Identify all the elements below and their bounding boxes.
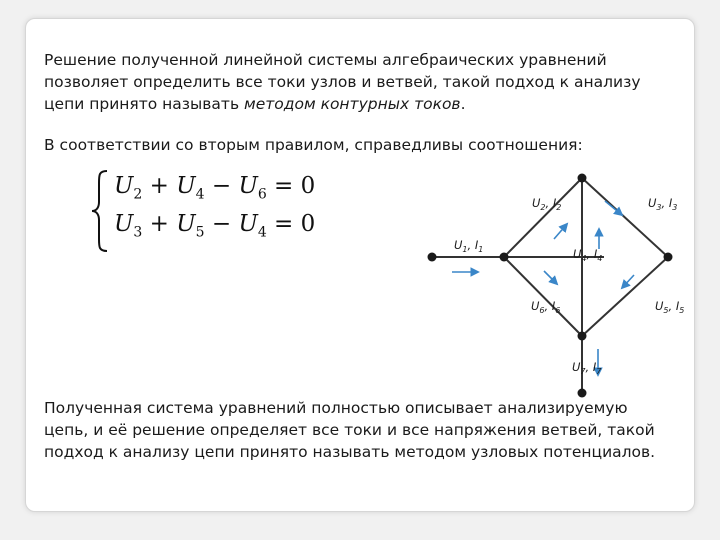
node-top (578, 174, 587, 183)
paragraph-conclusion: Полученная система уравнений полностью описывает анализируемую цепь, и её решение определяет все токи и все напряжения ветвей, такой подход к анализу цепи принято называть методом узловых потенциалов. (44, 399, 656, 461)
arrow-i5 (622, 275, 634, 288)
paragraph-rule: В соответствии со вторым правилом, справедливы соотношения: (44, 136, 583, 154)
intro-text: Решение полученной линейной системы алгебраических уравнений позволяет определить все токи узлов и ветвей, такой подход к анализу цепи принято называть (44, 51, 641, 113)
method-name: методом контурных токов (244, 95, 461, 113)
intro-period: . (460, 95, 466, 113)
node-right (664, 253, 673, 262)
wire-branch-5 (582, 257, 668, 336)
label-branch-5: $U_5$, $I_5$ (655, 299, 685, 315)
label-branch-7: $U_7$, $I_7$ (572, 360, 602, 376)
equation-1: $U_2 + U_4 - U_6 = 0$ (114, 173, 316, 203)
wire-branch-3 (582, 178, 668, 257)
node-left (500, 253, 509, 262)
wire-branch-2 (504, 178, 582, 257)
equation-system (90, 167, 330, 259)
circuit-diagram (404, 171, 704, 403)
node-bottom (578, 332, 587, 341)
label-branch-3: $U_3$, $I_3$ (648, 196, 678, 212)
label-branch-6: $U_6$, $I_6$ (531, 299, 561, 315)
slide (25, 18, 695, 512)
arrow-i6 (544, 271, 557, 284)
brace-icon (90, 169, 110, 253)
arrow-i3 (605, 201, 622, 215)
arrow-i2 (554, 224, 567, 239)
wire-branch-6 (504, 257, 582, 336)
label-branch-2: $U_2$, $I_2$ (532, 196, 562, 212)
label-branch-4: $U_4$, $I_4$ (573, 247, 603, 263)
paragraph-intro (44, 49, 684, 115)
label-branch-1: $U_1$, $I_1$ (454, 238, 484, 254)
node-input (428, 253, 437, 262)
equation-2: $U_3 + U_5 - U_4 = 0$ (114, 211, 316, 241)
